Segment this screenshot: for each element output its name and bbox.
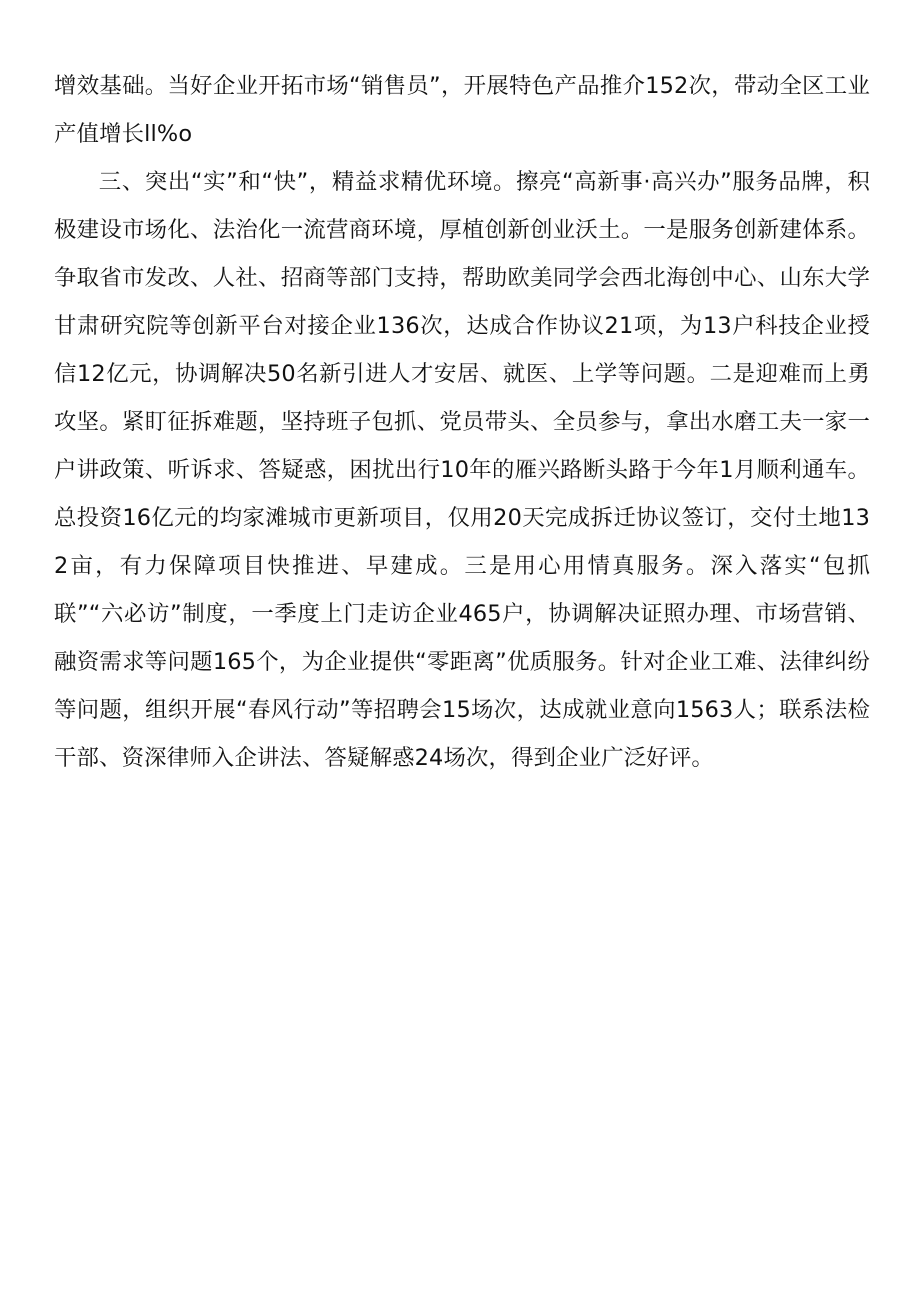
paragraph-continuation: 增效基础。当好企业开拓市场“销售员”，开展特色产品推介152次，带动全区工业产值增长ll%o: [54, 73, 870, 147]
document-body: [54, 62, 870, 782]
paragraph-section-three: 三、突出“实”和“快”，精益求精优环境。擦亮“高新事·高兴办”服务品牌，积极建设市场化、法治化一流营商环境，厚植创新创业沃土。一是服务创新建体系。争取省市发改、人社、招商等部门支持，帮助欧美同学会西北海创中心、山东大学甘肃研究院等创新平台对接企业136次，达成合作协议21项，为13户科技企业授信12亿元，协调解决50名新引进人才安居、就医、上学等问题。二是迎难而上勇攻坚。紧盯征拆难题，坚持班子包抓、党员带头、全员参与，拿出水磨工夫一家一户讲政策、听诉求、答疑惑，困扰出行10年的雁兴路断头路于今年1月顺利通车。总投资16亿元的均家滩城市更新项目，仅用20天完成拆迁协议签订，交付土地132亩，有力保障项目快推进、早建成。三是用心用情真服务。深入落实“包抓联”“六必访”制度，一季度上门走访企业465户，协调解决证照办理、市场营销、融资需求等问题165个，为企业提供“零距离”优质服务。针对企业工难、法律纠纷等问题，组织开展“春风行动”等招聘会15场次，达成就业意向1563人；联系法检干部、资深律师入企讲法、答疑解惑24场次，得到企业广泛好评。: [54, 169, 870, 771]
